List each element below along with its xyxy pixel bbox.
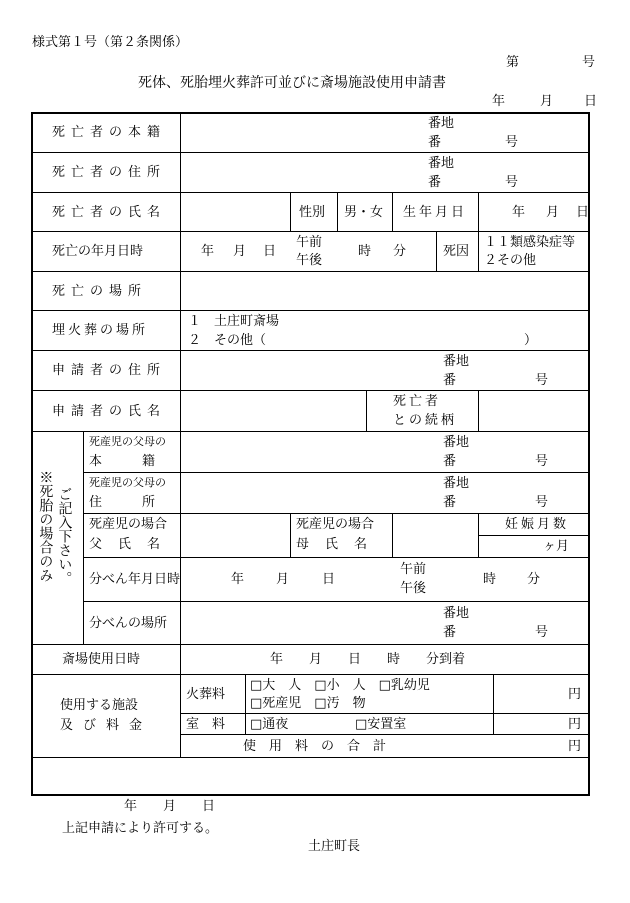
bunben-gozen: 午前 bbox=[400, 562, 427, 577]
chichi-label-top: 死産児の場合 bbox=[89, 517, 168, 532]
number-dai: 第 bbox=[506, 55, 520, 70]
chichi-label-bottom: 父氏名 bbox=[89, 537, 177, 552]
kaso-options-line1[interactable]: □大 人 □小 人 □乳幼児 bbox=[250, 678, 430, 693]
shiin-option-1[interactable]: １１類感染症等 bbox=[484, 235, 576, 250]
zokugara-line1: 死亡者 bbox=[393, 394, 442, 409]
honseki-label: 死亡者の本籍 bbox=[52, 125, 167, 140]
seibetsu-label: 性別 bbox=[299, 205, 326, 220]
form-number: 様式第１号（第２条関係） bbox=[32, 35, 189, 50]
mayor-title: 土庄町長 bbox=[308, 839, 361, 854]
shiin-option-2[interactable]: ２その他 bbox=[484, 253, 537, 268]
bunben-ban: 番 bbox=[443, 625, 457, 640]
death-gozen: 午前 bbox=[296, 235, 323, 250]
zokugara-line2: との続柄 bbox=[393, 413, 458, 428]
shinseisha-banchi: 番地 bbox=[443, 354, 470, 369]
bunben-basho-label: 分べんの場所 bbox=[89, 616, 168, 631]
fubo-jusho-go: 号 bbox=[535, 495, 549, 510]
death-month: 月 bbox=[233, 244, 247, 259]
birth-month: 月 bbox=[546, 205, 560, 220]
birth-year: 年 bbox=[512, 205, 526, 220]
jusho-banchi: 番地 bbox=[428, 156, 455, 171]
saijo-date-value: 年 月 日 時 分到着 bbox=[270, 652, 466, 667]
shinseisha-jusho-label: 申請者の住所 bbox=[52, 363, 167, 378]
death-minute: 分 bbox=[393, 244, 407, 259]
kaso-options-line2[interactable]: □死産児 □汚 物 bbox=[250, 696, 366, 711]
death-hour: 時 bbox=[358, 244, 372, 259]
shinseisha-go: 号 bbox=[535, 373, 549, 388]
header-day: 日 bbox=[584, 94, 598, 109]
maikaso-option-1-no: １ bbox=[188, 314, 202, 329]
fubo-honseki-ban: 番 bbox=[443, 454, 457, 469]
page-title: 死体、死胎埋火葬許可並びに斎場施設使用申請書 bbox=[138, 75, 446, 91]
fubo-honseki-label: 本籍 bbox=[89, 454, 196, 469]
shimei-label: 死亡者の氏名 bbox=[52, 205, 167, 220]
fubo-honseki-small: 死産児の父母の bbox=[89, 435, 166, 448]
maikaso-option-1[interactable]: 土庄町斎場 bbox=[214, 314, 280, 329]
kaso-label: 火葬料 bbox=[186, 687, 226, 702]
shiin-label: 死因 bbox=[443, 244, 470, 259]
basho-label: 死亡の場所 bbox=[52, 284, 148, 299]
footer-date: 年 月 日 bbox=[124, 799, 216, 814]
maikaso-close-paren: ） bbox=[524, 333, 538, 348]
fubo-jusho-label: 住所 bbox=[89, 495, 196, 510]
honseki-ban: 番 bbox=[428, 135, 442, 150]
bunben-day: 日 bbox=[322, 572, 336, 587]
death-gogo: 午後 bbox=[296, 253, 323, 268]
jusho-go: 号 bbox=[505, 175, 519, 190]
permit-text: 上記申請により許可する。 bbox=[62, 821, 219, 836]
haha-label-top: 死産児の場合 bbox=[296, 517, 375, 532]
total-en: 円 bbox=[568, 739, 582, 754]
shitai-note-col2: ※死胎の場合のみ bbox=[37, 470, 54, 582]
total-label: 使用料の合計 bbox=[243, 739, 400, 754]
jusho-ban: 番 bbox=[428, 175, 442, 190]
death-year: 年 bbox=[201, 244, 215, 259]
ninshin-kagetsu: ヶ月 bbox=[543, 539, 570, 554]
header-month: 月 bbox=[540, 94, 554, 109]
shitsu-en: 円 bbox=[568, 717, 582, 732]
haha-label-bottom: 母氏名 bbox=[296, 537, 384, 552]
bunben-month: 月 bbox=[276, 572, 290, 587]
bunben-go: 号 bbox=[535, 625, 549, 640]
bunben-banchi: 番地 bbox=[443, 606, 470, 621]
shitsu-label: 室 料 bbox=[186, 717, 226, 732]
fubo-jusho-ban: 番 bbox=[443, 495, 457, 510]
birth-day: 日 bbox=[576, 205, 590, 220]
maikaso-label: 埋火葬の場所 bbox=[52, 323, 149, 338]
shitai-note-col1: ご記入下さい。 bbox=[56, 487, 73, 585]
seibetsu-value[interactable]: 男・女 bbox=[344, 205, 384, 220]
bunben-nichiji-label: 分べん年月日時 bbox=[89, 572, 181, 587]
shinseisha-ban: 番 bbox=[443, 373, 457, 388]
bunben-year: 年 bbox=[231, 572, 245, 587]
maikaso-option-2[interactable]: その他（ bbox=[214, 333, 267, 348]
saijo-date-label: 斎場使用日時 bbox=[62, 652, 141, 667]
fubo-jusho-banchi: 番地 bbox=[443, 476, 470, 491]
ninshin-label: 妊娠月数 bbox=[505, 517, 570, 532]
kaso-en: 円 bbox=[568, 687, 582, 702]
facility-label-2: 及び料金 bbox=[60, 718, 153, 733]
birthdate-label: 生年月日 bbox=[403, 205, 468, 220]
fubo-honseki-banchi: 番地 bbox=[443, 435, 470, 450]
number-go: 号 bbox=[582, 55, 596, 70]
honseki-banchi: 番地 bbox=[428, 116, 455, 131]
header-year: 年 bbox=[492, 94, 506, 109]
death-day: 日 bbox=[263, 244, 277, 259]
fubo-honseki-go: 号 bbox=[535, 454, 549, 469]
bunben-minute: 分 bbox=[527, 572, 541, 587]
honseki-go: 号 bbox=[505, 135, 519, 150]
facility-label-1: 使用する施設 bbox=[60, 698, 139, 713]
shinseisha-shimei-label: 申請者の氏名 bbox=[52, 404, 167, 419]
shitsu-option-anchi[interactable]: □安置室 bbox=[355, 717, 407, 732]
shitsu-option-tsuya[interactable]: □通夜 bbox=[250, 717, 289, 732]
jusho-label: 死亡者の住所 bbox=[52, 165, 167, 180]
bunben-gogo: 午後 bbox=[400, 581, 427, 596]
shibo-nichiji-label: 死亡の年月日時 bbox=[52, 244, 144, 259]
maikaso-option-2-no: ２ bbox=[188, 333, 202, 348]
fubo-jusho-small: 死産児の父母の bbox=[89, 476, 166, 489]
bunben-hour: 時 bbox=[483, 572, 497, 587]
